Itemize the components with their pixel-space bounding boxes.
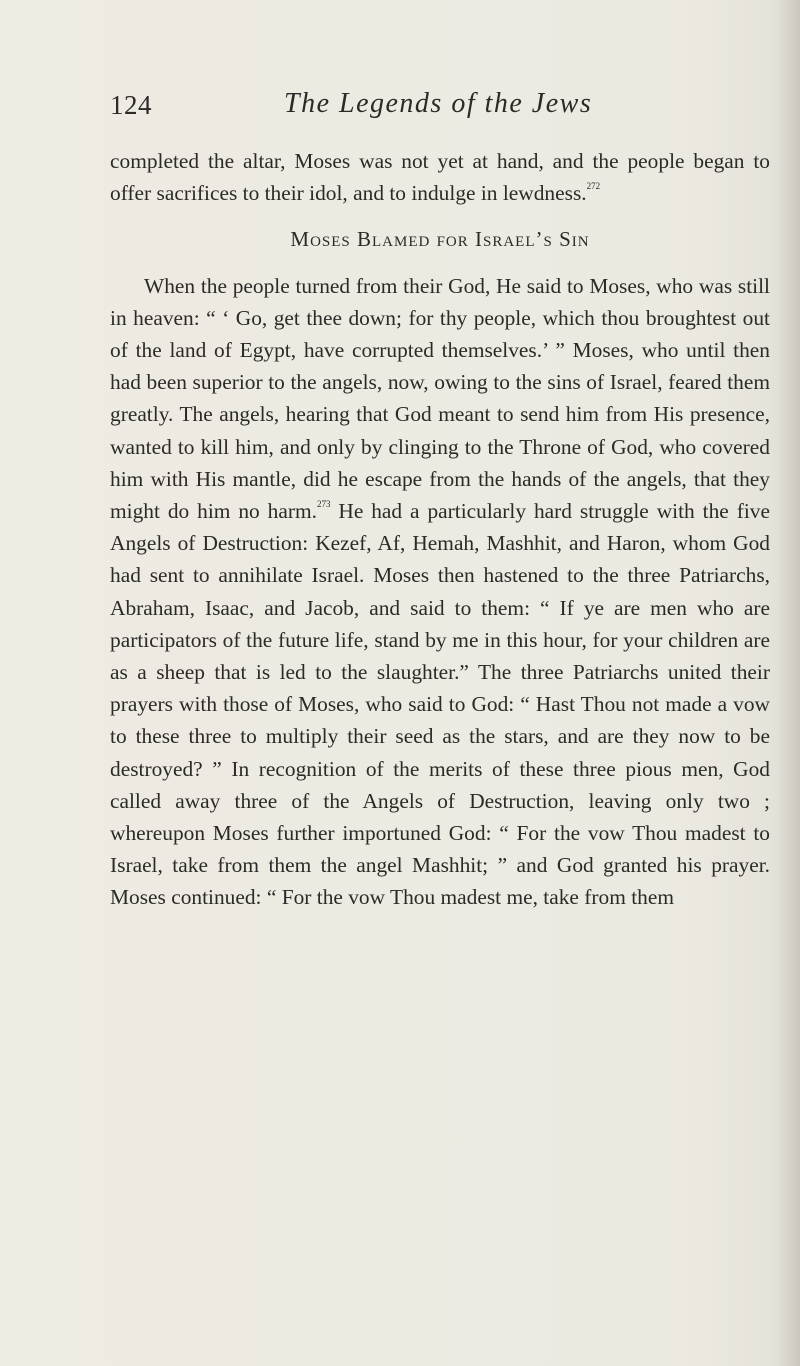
running-title: The Legends of the Jews: [284, 88, 593, 119]
page-number: 124: [110, 90, 152, 120]
page-edge-shadow: [776, 0, 800, 1366]
paragraph-text: He had a particularly hard struggle with the five Angels of Destruction: Kezef, Af, Hemah, Mashhit, and Haron, whom God had sent to annihilate Israel. Moses then hastened to the three Patriarchs, Abraham, Isaac, and Jacob, and said to them: “ If ye are men who are participators of the future life, stand by me in this hour, for your children are as a sheep that is led to the slaughter.” The three Patriarchs united their prayers with those of Moses, who said to God: “ Hast Thou not made a vow to these three to multiply their seed as the stars, and are they now to be destroyed? ” In recognition of the merits of these three pious men, God called away three of the Angels of Destruction, leaving only two ; whereupon Moses further importuned God: “ For the vow Thou madest to Israel, take from them the angel Mashhit; ” and God granted his prayer. Moses continued: “ For the vow Thou madest me, take from them: [110, 499, 770, 910]
section-heading: Moses Blamed for Israel’s Sin: [290, 227, 590, 252]
paragraph: [110, 270, 770, 914]
paragraph-text: completed the altar, Moses was not yet at hand, and the people began to offer sacrifices to their idol, and to indulge in lewdness.: [110, 149, 770, 206]
paragraph-text: When the people turned from their God, He said to Moses, who was still in heaven: “ ‘ Go, get thee down; for thy people, which thou broughtest out of the land of Egypt, have corrupted themselves.’ ” Moses, who until then had been superior to the angels, now, owing to the sins of Israel, feared them greatly. The angels, hearing that God meant to send him from His presence, wanted to kill him, and only by clinging to the Throne of God, who covered him with His mantle, did he escape from the hands of the angels, that they might do him no harm.: [110, 273, 770, 524]
footnote-marker: 272: [586, 181, 601, 192]
running-head: [0, 82, 800, 122]
footnote-marker: 273: [316, 499, 331, 510]
paragraph-continued: [110, 145, 770, 209]
body-text: [110, 145, 770, 914]
